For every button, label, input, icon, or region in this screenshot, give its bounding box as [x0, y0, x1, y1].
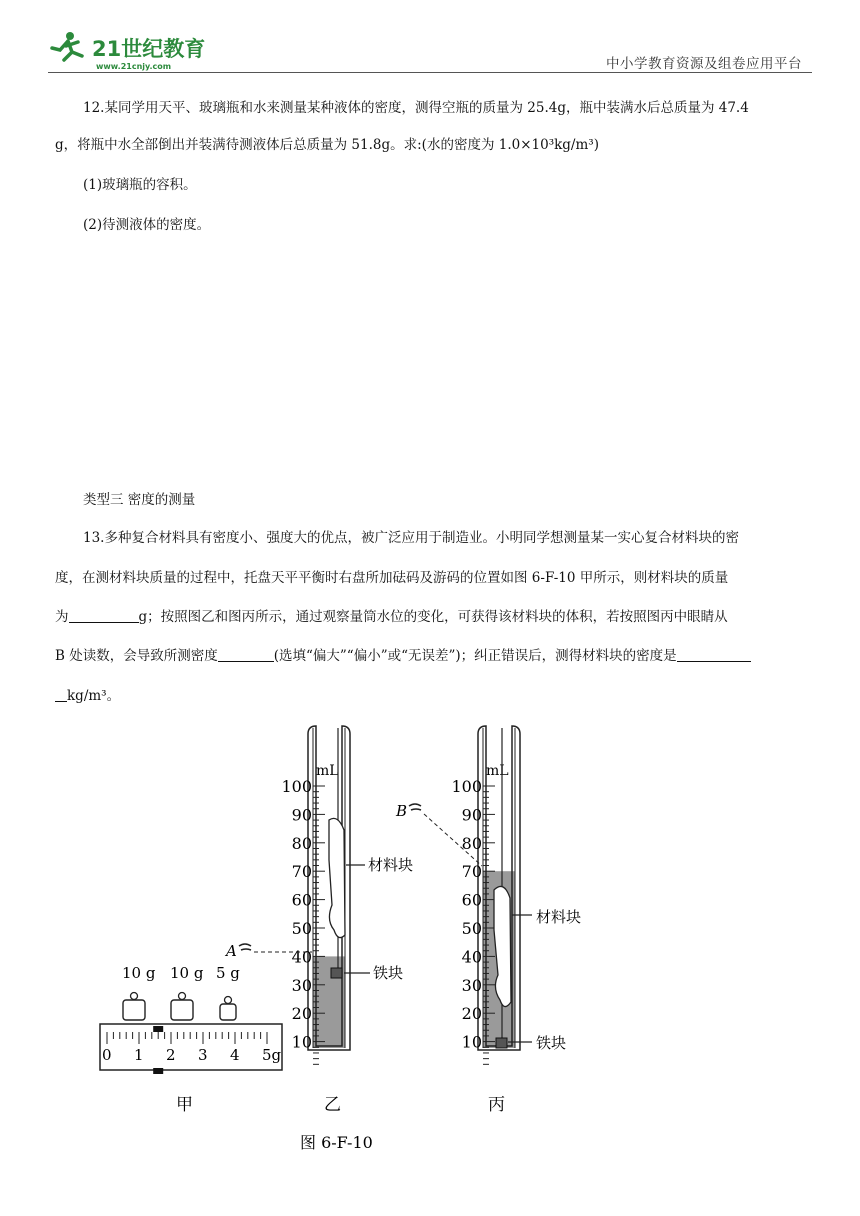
cylinder-bing-iron-block: [496, 1038, 507, 1048]
weight-icon-0: [123, 993, 145, 1021]
svg-text:A: A: [226, 942, 237, 960]
scale-number: 0: [102, 1046, 112, 1064]
runner-icon: [52, 32, 82, 60]
answer-blank-density-cont: [55, 687, 67, 702]
caption-jia: 甲: [176, 1095, 193, 1115]
cylinder-tick-label: 100: [281, 777, 312, 796]
svg-text:B: B: [396, 802, 408, 820]
q13-line2: 度，在测材料块质量的过程中，托盘天平平衡时右盘所加砝码及游码的位置如图 6-F-10 甲所示，则材料块的质量: [55, 570, 729, 586]
rider-scale: [100, 1024, 282, 1070]
cylinder-yi-iron-block: [331, 968, 342, 978]
q13-line3: [55, 607, 807, 627]
q12-part2: (2)待测液体的密度。: [83, 217, 211, 233]
logo: [48, 30, 228, 74]
cylinder-tick-label: 60: [461, 890, 482, 910]
cylinder-tick-label: 90: [291, 805, 312, 825]
weight-label-1: 10 g: [170, 964, 204, 982]
q12-line1: 12.某同学用天平、玻璃瓶和水来测量某种液体的密度，测得空瓶的质量为 25.4g，瓶中装满水后总质量为 47.4: [83, 100, 749, 116]
figure-caption: 图 6-F-10: [300, 1133, 373, 1152]
cylinder-tick-label: 10: [291, 1032, 312, 1052]
answer-blank-mass[interactable]: [69, 608, 139, 623]
answer-blank-error[interactable]: [218, 647, 274, 662]
cylinder-tick-label: 20: [291, 1004, 312, 1024]
cylinder-tick-label: 30: [461, 975, 482, 995]
label-material-yi: 材料块: [368, 856, 414, 874]
cylinder-tick-label: 50: [291, 919, 312, 938]
scale-number: 1: [134, 1046, 144, 1064]
platform-name: 中小学教育资源及组卷应用平台: [606, 56, 802, 72]
cylinder-tick-label: 80: [461, 833, 482, 853]
section-title: 类型三 密度的测量: [83, 492, 196, 508]
header-rule: [48, 72, 812, 73]
scale-number: 3: [198, 1046, 208, 1064]
cylinder-yi-unit: mL: [316, 763, 339, 779]
scale-number: 2: [166, 1046, 176, 1064]
q13-line4b: (选填“偏大”“偏小”或“无误差”)；纠正错误后，测得材料块的密度是: [273, 648, 677, 664]
cylinder-tick-label: 70: [461, 862, 482, 882]
cylinder-tick-label: 100: [451, 777, 482, 796]
label-material-bing: 材料块: [536, 908, 582, 926]
q13-line5: [55, 686, 807, 706]
rider-bottom: [153, 1068, 163, 1074]
cylinder-yi-material-block: [329, 818, 345, 937]
weights-group: [122, 964, 240, 1020]
cylinder-bing: [395, 726, 581, 1115]
cylinder-tick-label: 50: [461, 919, 482, 938]
cylinder-tick-label: 80: [291, 833, 312, 853]
logo-sub: www.21cnjy.com: [96, 62, 172, 71]
label-iron-bing: 铁块: [536, 1034, 567, 1052]
caption-yi: 乙: [324, 1095, 341, 1115]
weight-icon-2: [220, 997, 236, 1021]
cylinder-tick-label: 60: [291, 890, 312, 910]
cylinder-tick-label: 70: [291, 862, 312, 882]
answer-blank-density[interactable]: [677, 647, 751, 662]
label-iron-yi: 铁块: [373, 964, 404, 982]
figure-6-f-10: [80, 720, 620, 1160]
cylinder-tick-label: 40: [461, 947, 482, 967]
cylinder-tick-label: 90: [461, 805, 482, 825]
q13-line5-unit: kg/m³。: [67, 688, 121, 704]
caption-bing: 丙: [488, 1095, 505, 1115]
q13-line3a: 为: [55, 609, 69, 625]
q12-line2: g，将瓶中水全部倒出并装满待测液体后总质量为 51.8g。求:(水的密度为 1.0×10³kg/m³): [55, 137, 599, 153]
page-header: [0, 0, 860, 80]
cylinder-tick-label: 20: [461, 1004, 482, 1024]
weight-label-0: 10 g: [122, 964, 156, 982]
cylinder-bing-material-block: [494, 886, 511, 1006]
rider-top: [153, 1026, 163, 1032]
scale-number: 4: [230, 1046, 240, 1064]
q12-part1: (1)玻璃瓶的容积。: [83, 177, 197, 193]
q13-line1: 13.多种复合材料具有密度小、强度大的优点，被广泛应用于制造业。小明同学想测量某一实心复合材料块的密: [83, 530, 739, 546]
weight-icon-1: [171, 993, 193, 1021]
balance-diagram: [100, 964, 282, 1115]
cylinder-tick-label: 40: [291, 947, 312, 967]
q13-line4: [55, 646, 807, 666]
logo-text: 21世纪教育: [92, 37, 206, 61]
cylinder-tick-label: 10: [461, 1032, 482, 1052]
weight-label-2: 5 g: [216, 964, 240, 982]
cylinder-bing-unit: mL: [486, 763, 509, 779]
q13-line3b: g；按照图乙和图丙所示，通过观察量筒水位的变化，可获得该材料块的体积，若按照图丙中眼睛从: [138, 609, 728, 625]
q13-line4a: B 处读数，会导致所测密度: [55, 648, 218, 664]
cylinder-tick-label: 30: [291, 975, 312, 995]
scale-number: 5g: [262, 1046, 282, 1064]
